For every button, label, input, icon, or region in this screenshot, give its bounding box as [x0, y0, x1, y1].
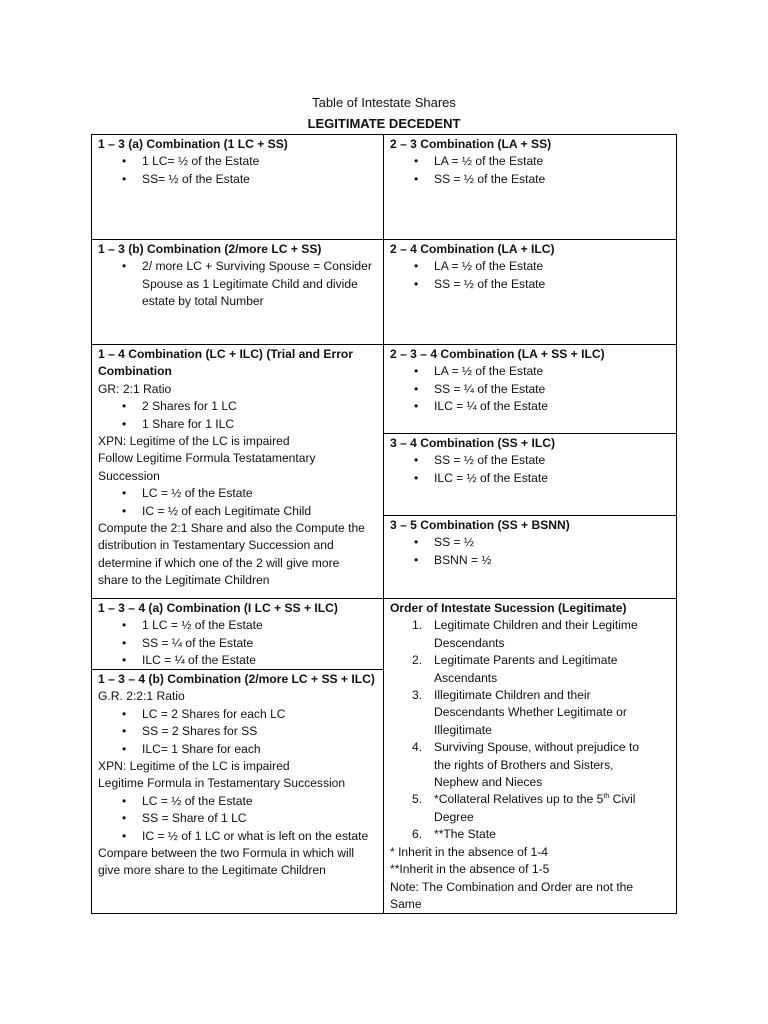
bullet-line: 2/ more LC + Surviving Spouse = Consider — [142, 259, 372, 274]
cell-heading: 3 – 4 Combination (SS + ILC) — [390, 436, 555, 450]
bullet-list — [390, 363, 670, 415]
list-item: • SS = ½ of the Estate — [434, 276, 670, 293]
exception-line: XPN: Legitime of the LC is impaired — [98, 759, 290, 774]
cell-heading: 1 – 3 – 4 (a) Combination (I LC + SS + ILC) — [98, 601, 338, 615]
item-number: 5. — [412, 792, 423, 807]
list-item — [412, 617, 670, 652]
item-line: Surviving Spouse, without prejudice to — [434, 740, 640, 755]
list-item: • IC = ½ of each Legitimate Child — [142, 503, 377, 520]
bullet-list — [98, 793, 377, 845]
item-line: the rights of Brothers and Sisters, — [434, 757, 614, 772]
exception-line: Succession — [98, 468, 160, 483]
bullet-list — [98, 485, 377, 520]
bullet-list — [390, 534, 670, 569]
page-title: Table of Intestate Shares — [312, 95, 456, 110]
item-number: 4. — [412, 740, 423, 755]
compute-line: determine if which one of the 2 will give more — [98, 555, 340, 570]
list-item: • SS = ¼ of the Estate — [434, 381, 670, 398]
list-item — [412, 739, 670, 791]
item-line: Descendants Whether Legitimate or — [434, 705, 627, 720]
list-item — [142, 258, 377, 310]
list-item: • 1 LC = ½ of the Estate — [142, 617, 377, 634]
item-line: Descendants — [434, 635, 505, 650]
list-item: • IC = ½ of 1 LC or what is left on the estate — [142, 828, 377, 845]
item-line: Nephew and Nieces — [434, 775, 543, 790]
bullet-list — [98, 617, 377, 669]
list-item: • 1 Share for 1 ILC — [142, 416, 377, 433]
bullet-list — [390, 452, 670, 487]
exception-line: Legitime Formula in Testamentary Succession — [98, 776, 346, 791]
numbered-list — [390, 617, 670, 843]
exception-line: Follow Legitime Formula Testatamentary — [98, 451, 316, 466]
bullet-list — [98, 153, 377, 188]
cell-combination-1-3-4a — [91, 598, 384, 670]
cell-combination-2-4 — [383, 239, 677, 345]
cell-combination-1-3-4b — [91, 669, 384, 914]
item-line: Illegitimate Children and their — [434, 688, 591, 703]
item-line: Degree — [434, 809, 474, 824]
compute-line: distribution in Testamentary Succession and — [98, 538, 334, 553]
item-number: 1. — [412, 618, 423, 633]
item-line: Ascendants — [434, 670, 498, 685]
bullet-list — [390, 153, 670, 188]
cell-combination-2-3-4 — [383, 344, 677, 434]
bullet-list — [98, 258, 377, 310]
cell-heading-line: 1 – 4 Combination (LC + ILC) (Trial and Error — [98, 347, 354, 361]
page-subtitle: LEGITIMATE DECEDENT — [307, 116, 461, 131]
bullet-line: estate by total Number — [142, 294, 264, 309]
list-item: • LC = ½ of the Estate — [142, 485, 377, 502]
bullet-line: Spouse as 1 Legitimate Child and divide — [142, 276, 358, 291]
cell-heading: 1 – 3 (b) Combination (2/more LC + SS) — [98, 242, 322, 256]
list-item: • 1 LC= ½ of the Estate — [142, 153, 377, 170]
list-item: • LA = ½ of the Estate — [434, 153, 670, 170]
item-line: Legitimate Children and their Legitime — [434, 618, 638, 633]
item-number: 6. — [412, 827, 423, 842]
general-rule: G.R. 2:2:1 Ratio — [98, 689, 185, 704]
list-item: • LA = ½ of the Estate — [434, 363, 670, 380]
list-item — [412, 791, 670, 826]
cell-combination-2-3 — [383, 134, 677, 240]
list-item: • SS = ½ — [434, 534, 670, 551]
list-item: • SS = ½ of the Estate — [434, 171, 670, 188]
item-line: Civil — [609, 792, 636, 807]
list-item — [412, 826, 670, 843]
list-item: • ILC = ½ of the Estate — [434, 470, 670, 487]
list-item: • 2 Shares for 1 LC — [142, 398, 377, 415]
list-item: • ILC= 1 Share for each — [142, 741, 377, 758]
cell-combination-3-4 — [383, 433, 677, 516]
item-line: **The State — [434, 827, 496, 842]
cell-order-of-succession — [383, 598, 677, 914]
note-line: Note: The Combination and Order are not the — [390, 879, 634, 894]
list-item: • LC = ½ of the Estate — [142, 793, 377, 810]
cell-heading-line: Combination — [98, 364, 172, 379]
list-item — [412, 687, 670, 739]
list-item: • LA = ½ of the Estate — [434, 258, 670, 275]
list-item: • SS = Share of 1 LC — [142, 810, 377, 827]
item-line: Legitimate Parents and Legitimate — [434, 653, 618, 668]
note-line: * Inherit in the absence of 1-4 — [390, 844, 548, 859]
compare-line: Compare between the two Formula in which will — [98, 846, 355, 861]
list-item: • SS= ½ of the Estate — [142, 171, 377, 188]
item-line: *Collateral Relatives up to the 5 — [434, 792, 604, 807]
cell-heading: 1 – 3 – 4 (b) Combination (2/more LC + SS + ILC) — [98, 672, 375, 686]
list-item: • ILC = ¼ of the Estate — [142, 652, 377, 669]
note-line: **Inherit in the absence of 1-5 — [390, 862, 550, 877]
item-number: 2. — [412, 653, 423, 668]
item-number: 3. — [412, 688, 423, 703]
list-item: • BSNN = ½ — [434, 552, 670, 569]
cell-combination-1-4 — [91, 344, 384, 599]
ordinal-suffix: th — [603, 793, 610, 801]
bullet-list — [390, 258, 670, 293]
cell-combination-3-5 — [383, 515, 677, 599]
item-line: Illegitimate — [434, 722, 492, 737]
compute-line: Compute the 2:1 Share and also the Compute the — [98, 521, 365, 536]
bullet-list — [98, 706, 377, 758]
cell-combination-1-3a — [91, 134, 384, 240]
list-item: • SS = ¼ of the Estate — [142, 635, 377, 652]
cell-heading: Order of Intestate Sucession (Legitimate) — [390, 601, 627, 615]
list-item: • SS = 2 Shares for SS — [142, 723, 377, 740]
bullet-list — [98, 398, 377, 433]
compare-line: give more share to the Legitimate Children — [98, 863, 326, 878]
exception-line: XPN: Legitime of the LC is impaired — [98, 434, 290, 449]
list-item: • ILC = ¼ of the Estate — [434, 398, 670, 415]
cell-heading: 2 – 3 – 4 Combination (LA + SS + ILC) — [390, 347, 605, 361]
note-line: Same — [390, 896, 422, 911]
list-item: • SS = ½ of the Estate — [434, 452, 670, 469]
cell-heading: 1 – 3 (a) Combination (1 LC + SS) — [98, 137, 288, 151]
list-item: • LC = 2 Shares for each LC — [142, 706, 377, 723]
cell-heading: 2 – 3 Combination (LA + SS) — [390, 137, 552, 151]
compute-line: share to the Legitimate Children — [98, 573, 270, 588]
general-rule: GR: 2:1 Ratio — [98, 381, 172, 396]
cell-heading: 3 – 5 Combination (SS + BSNN) — [390, 518, 570, 532]
cell-heading: 2 – 4 Combination (LA + ILC) — [390, 242, 555, 256]
cell-combination-1-3b — [91, 239, 384, 345]
list-item — [412, 652, 670, 687]
